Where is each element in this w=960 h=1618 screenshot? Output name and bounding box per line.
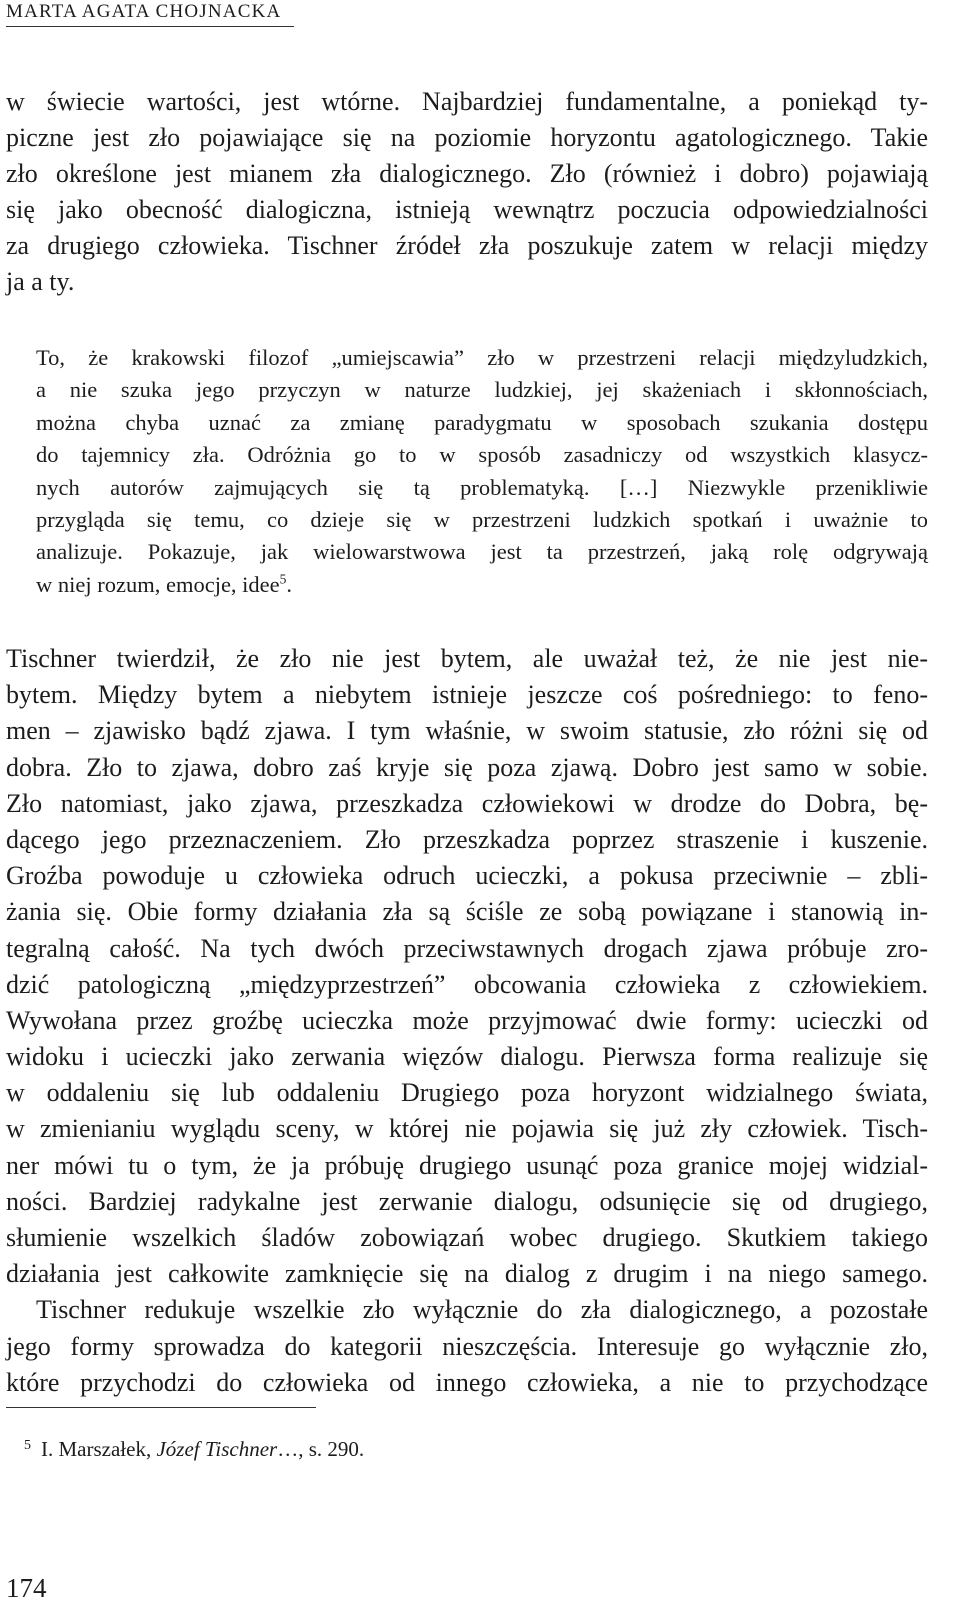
text-line: zło określone jest mianem zła dialogicznego. Zło (również i dobro) pojawiają — [6, 159, 928, 188]
text-line: ner mówi tu o tym, że ja próbuję drugiego usunąć poza granice mojej widzial- — [6, 1150, 928, 1180]
quote-line: a nie szuka jego przyczyn w naturze ludzkiej, jej skażeniach i skłonnościach, — [36, 377, 928, 403]
quote-line: przygląda się temu, co dzieje się w przestrzeni ludzkich spotkań i uważnie to — [36, 506, 928, 532]
running-header: MARTA AGATA CHOJNACKA — [6, 0, 294, 27]
footnote-divider — [6, 1407, 316, 1408]
text-line: dącego jego przeznaczeniem. Zło przeszkadza poprzez straszenie i kuszenie. — [6, 824, 928, 854]
text-line: dobra. Zło to zjawa, dobro zaś kryje się poza zjawą. Dobro jest samo w sobie. — [6, 752, 928, 782]
text-line: Wywołana przez groźbę ucieczka może przyjmować dwie formy: ucieczki od — [6, 1005, 928, 1035]
text-line: w zmienianiu wyglądu sceny, w której nie pojawia się już zły człowiek. Tisch- — [6, 1114, 928, 1144]
text-line: działania jest całkowite zamknięcie się na dialog z drugim i na niego samego. — [6, 1259, 928, 1289]
text-line: bytem. Między bytem a niebytem istnieje jeszcze coś pośredniego: to feno- — [6, 680, 928, 710]
paragraph-1 — [6, 84, 928, 300]
text-line: jego formy sprowadza do kategorii nieszczęścia. Interesuje go wyłącznie zło, — [6, 1331, 928, 1361]
text-line: Zło natomiast, jako zjawa, przeszkadza człowiekowi w drodze do Dobra, bę- — [6, 788, 928, 818]
footnote-title: Józef Tischner — [156, 1437, 278, 1461]
text-line: za drugiego człowieka. Tischner źródeł zła poszukuje zatem w relacji między — [6, 231, 928, 260]
block-quote — [36, 342, 928, 601]
text-line: piczne jest zło pojawiające się na poziomie horyzontu agatologicznego. Takie — [6, 123, 928, 152]
text-line: w świecie wartości, jest wtórne. Najbardziej fundamentalne, a poniekąd ty- — [6, 87, 928, 116]
quote-line: do tajemnicy zła. Odróżnia go to w sposób zasadniczy od wszystkich klasycz- — [36, 442, 928, 468]
quote-text: w niej rozum, emocje, idee — [36, 571, 280, 597]
text-line: Groźba powoduje u człowieka odruch ucieczki, a pokusa przeciwnie – zbli- — [6, 861, 928, 891]
text-line: tegralną całość. Na tych dwóch przeciwstawnych drogach zjawa próbuje zro- — [6, 933, 928, 963]
footnote-reference: 5 — [279, 571, 287, 587]
footnote-author: I. Marszałek, — [41, 1437, 157, 1461]
quote-line: analizuje. Pokazuje, jak wielowarstwowa jest ta przestrzeń, jaką rolę odgrywają — [36, 539, 928, 565]
text-line: się jako obecność dialogiczna, istnieją wewnątrz poczucia odpowiedzialności — [6, 195, 928, 224]
text-line: widoku i ucieczki jako zerwania więzów dialogu. Pierwsza forma realizuje się — [6, 1042, 928, 1072]
text-line: w oddaleniu się lub oddaleniu Drugiego poza horyzont widzialnego świata, — [6, 1078, 928, 1108]
text-line: men – zjawisko bądź zjawa. I tym właśnie, w swoim statusie, zło różni się od — [6, 716, 928, 746]
text-line: ja a ty. — [6, 267, 75, 296]
paragraph-2 — [6, 641, 928, 1401]
quote-end: . — [286, 571, 293, 597]
quote-line: można chyba uznać za zmianę paradygmatu w sposobach szukania dostępu — [36, 409, 928, 435]
text-line: dzić patologiczną „międzyprzestrzeń” obcowania człowieka z człowiekiem. — [6, 969, 928, 999]
page-number: 174 — [6, 1573, 47, 1603]
footnote-number: 5 — [24, 1438, 31, 1453]
text-line: które przychodzi do człowieka od innego człowieka, a nie to przychodzące — [6, 1367, 928, 1397]
text-line: ności. Bardziej radykalne jest zerwanie dialogu, odsunięcie się od drugiego, — [6, 1186, 928, 1216]
quote-line: To, że krakowski filozof „umiejscawia” zło w przestrzeni relacji międzyludzkich, — [36, 345, 928, 370]
quote-line: nych autorów zajmujących się tą problematyką. […] Niezwykle przenikliwie — [36, 474, 928, 500]
footnote-rest: …, s. 290. — [277, 1437, 365, 1461]
text-line: żania się. Obie formy działania zła są ściśle ze sobą powiązane i stanowią in- — [6, 897, 928, 927]
text-line: Tischner redukuje wszelkie zło wyłącznie do zła dialogicznego, a pozostałe — [36, 1295, 928, 1325]
text-line: słumienie wszelkich śladów zobowiązań wobec drugiego. Skutkiem takiego — [6, 1223, 928, 1252]
text-line: Tischner twierdził, że zło nie jest bytem, ale uważał też, że nie jest nie- — [6, 644, 928, 673]
quote-line-last — [36, 569, 928, 601]
footnote — [24, 1432, 364, 1463]
